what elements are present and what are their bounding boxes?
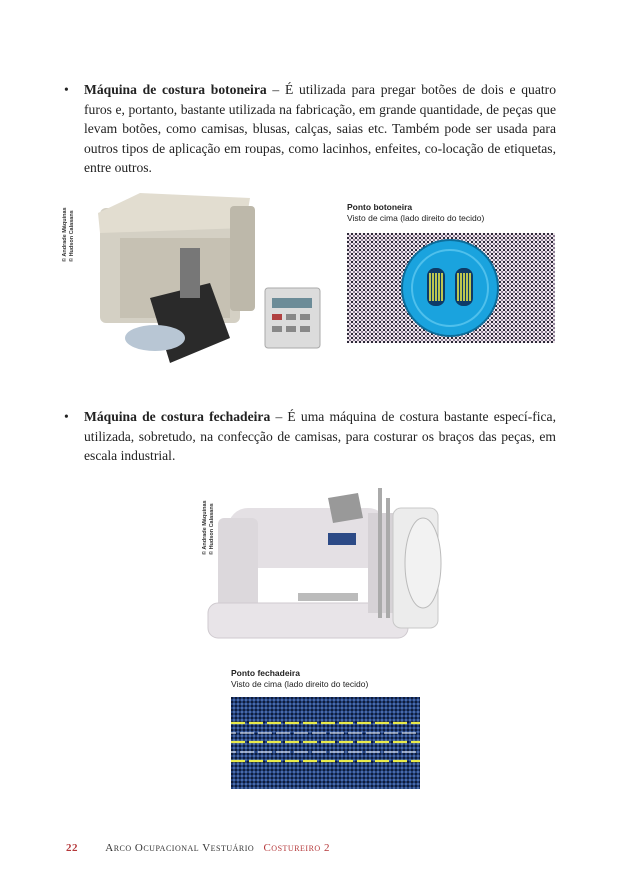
term-botoneira: Máquina de costura botoneira (84, 82, 267, 97)
page-number: 22 (66, 842, 78, 854)
buttonhole-machine-photo (80, 188, 340, 383)
page-footer (66, 842, 330, 854)
caption-botoneira (347, 202, 484, 224)
series-title: Arco Ocupacional Vestuário (105, 842, 255, 854)
closing-machine-photo (198, 478, 458, 658)
diagram-subtitle-fechadeira: Visto de cima (lado direito do tecido) (231, 679, 369, 689)
diagram-subtitle-botoneira: Visto de cima (lado direito do tecido) (347, 213, 485, 223)
book-title: Costureiro 2 (263, 842, 330, 854)
paragraph-botoneira (66, 80, 556, 178)
text-botoneira: – É utilizada para pregar botões de dois e quatro furos e, portanto, bastante utilizada na fabricação, em grande quantidade, de peças que levam botões, como camisas, blusas, calças, saias etc. Também pode ser usada para outros tipos de aplicação em roupas, como lacinhos, enfeites, co-locação de etiquetas, entre outros. (84, 82, 556, 175)
bullet: • (64, 409, 69, 424)
diagram-title-fechadeira: Ponto fechadeira (231, 668, 300, 678)
diagram-title-botoneira: Ponto botoneira (347, 202, 413, 212)
photo-credit-botoneira: © Andrade Máquinas © Hudson Calasans (62, 207, 75, 262)
buttonhole-stitch-diagram (347, 233, 555, 343)
photo-credit-fechadeira: © Andrade Máquinas © Hudson Calasans (202, 500, 215, 555)
bullet: • (64, 82, 69, 97)
text-fechadeira: – É uma máquina de costura bastante especí-fica, utilizada, sobretudo, na confecção de camisas, para costurar os braços das peças, em escala industrial. (84, 409, 556, 463)
closing-stitch-diagram (231, 697, 420, 789)
paragraph-fechadeira (66, 407, 556, 466)
term-fechadeira: Máquina de costura fechadeira (84, 409, 271, 424)
caption-fechadeira (231, 668, 368, 690)
